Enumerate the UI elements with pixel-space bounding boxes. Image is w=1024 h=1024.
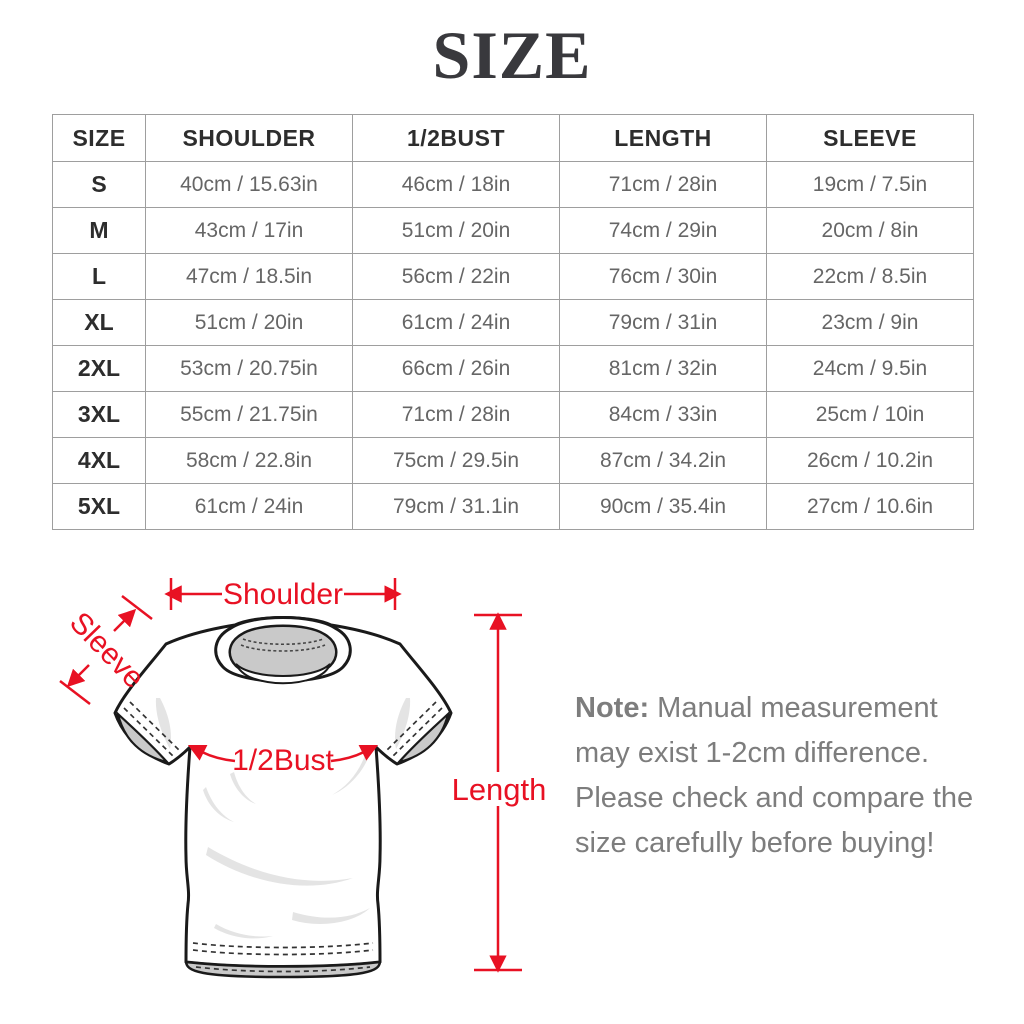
size-cell: 3XL xyxy=(53,392,146,438)
table-header-row xyxy=(53,115,974,162)
measurement-cell: 84cm / 33in xyxy=(560,392,767,438)
size-cell: L xyxy=(53,254,146,300)
table-row xyxy=(53,346,974,392)
size-table xyxy=(52,114,974,530)
measurement-cell: 25cm / 10in xyxy=(767,392,974,438)
measurement-cell: 27cm / 10.6in xyxy=(767,484,974,530)
table-row xyxy=(53,392,974,438)
measurement-cell: 56cm / 22in xyxy=(353,254,560,300)
measurement-cell: 40cm / 15.63in xyxy=(146,162,353,208)
measurement-cell: 58cm / 22.8in xyxy=(146,438,353,484)
measurement-cell: 71cm / 28in xyxy=(353,392,560,438)
measurement-cell: 23cm / 9in xyxy=(767,300,974,346)
measurement-cell: 87cm / 34.2in xyxy=(560,438,767,484)
note-text xyxy=(575,686,977,866)
column-header-sleeve: SLEEVE xyxy=(767,115,974,162)
measurement-cell: 43cm / 17in xyxy=(146,208,353,254)
size-cell: XL xyxy=(53,300,146,346)
measurement-cell: 74cm / 29in xyxy=(560,208,767,254)
size-cell: 5XL xyxy=(53,484,146,530)
shoulder-dimension-label: Shoulder xyxy=(222,578,344,611)
column-header-shoulder: SHOULDER xyxy=(146,115,353,162)
sleeve-dimension-label: Sleeve xyxy=(63,605,151,695)
table-row xyxy=(53,254,974,300)
note-label: Note: xyxy=(575,692,650,724)
table-row xyxy=(53,162,974,208)
measurement-cell: 90cm / 35.4in xyxy=(560,484,767,530)
measurement-cell: 51cm / 20in xyxy=(353,208,560,254)
size-cell: 2XL xyxy=(53,346,146,392)
measurement-cell: 24cm / 9.5in xyxy=(767,346,974,392)
length-dimension-label: Length xyxy=(451,772,547,807)
measurement-cell: 20cm / 8in xyxy=(767,208,974,254)
note-body: Manual measurement may exist 1-2cm difference. Please check and compare the size carefully before buying! xyxy=(575,692,974,859)
measurement-cell: 79cm / 31.1in xyxy=(353,484,560,530)
size-cell: 4XL xyxy=(53,438,146,484)
table-row xyxy=(53,208,974,254)
measurement-cell: 61cm / 24in xyxy=(146,484,353,530)
bust-dimension-label: 1/2Bust xyxy=(232,744,334,777)
measurement-cell: 79cm / 31in xyxy=(560,300,767,346)
size-cell: M xyxy=(53,208,146,254)
table-row xyxy=(53,438,974,484)
measurement-cell: 46cm / 18in xyxy=(353,162,560,208)
column-header-size: SIZE xyxy=(53,115,146,162)
measurement-cell: 61cm / 24in xyxy=(353,300,560,346)
measurement-cell: 22cm / 8.5in xyxy=(767,254,974,300)
tshirt-diagram xyxy=(38,572,558,1012)
size-cell: S xyxy=(53,162,146,208)
measurement-cell: 51cm / 20in xyxy=(146,300,353,346)
measurement-cell: 53cm / 20.75in xyxy=(146,346,353,392)
table-row xyxy=(53,484,974,530)
measurement-cell: 75cm / 29.5in xyxy=(353,438,560,484)
measurement-cell: 19cm / 7.5in xyxy=(767,162,974,208)
page-title: SIZE xyxy=(432,17,592,93)
table-row xyxy=(53,300,974,346)
measurement-cell: 55cm / 21.75in xyxy=(146,392,353,438)
measurement-cell: 47cm / 18.5in xyxy=(146,254,353,300)
measurement-cell: 66cm / 26in xyxy=(353,346,560,392)
measurement-cell: 26cm / 10.2in xyxy=(767,438,974,484)
tshirt-outline xyxy=(115,618,451,978)
measurement-cell: 76cm / 30in xyxy=(560,254,767,300)
measurement-cell: 71cm / 28in xyxy=(560,162,767,208)
collar xyxy=(216,618,351,684)
column-header-length: LENGTH xyxy=(560,115,767,162)
measurement-cell: 81cm / 32in xyxy=(560,346,767,392)
column-header-bust: 1/2BUST xyxy=(353,115,560,162)
